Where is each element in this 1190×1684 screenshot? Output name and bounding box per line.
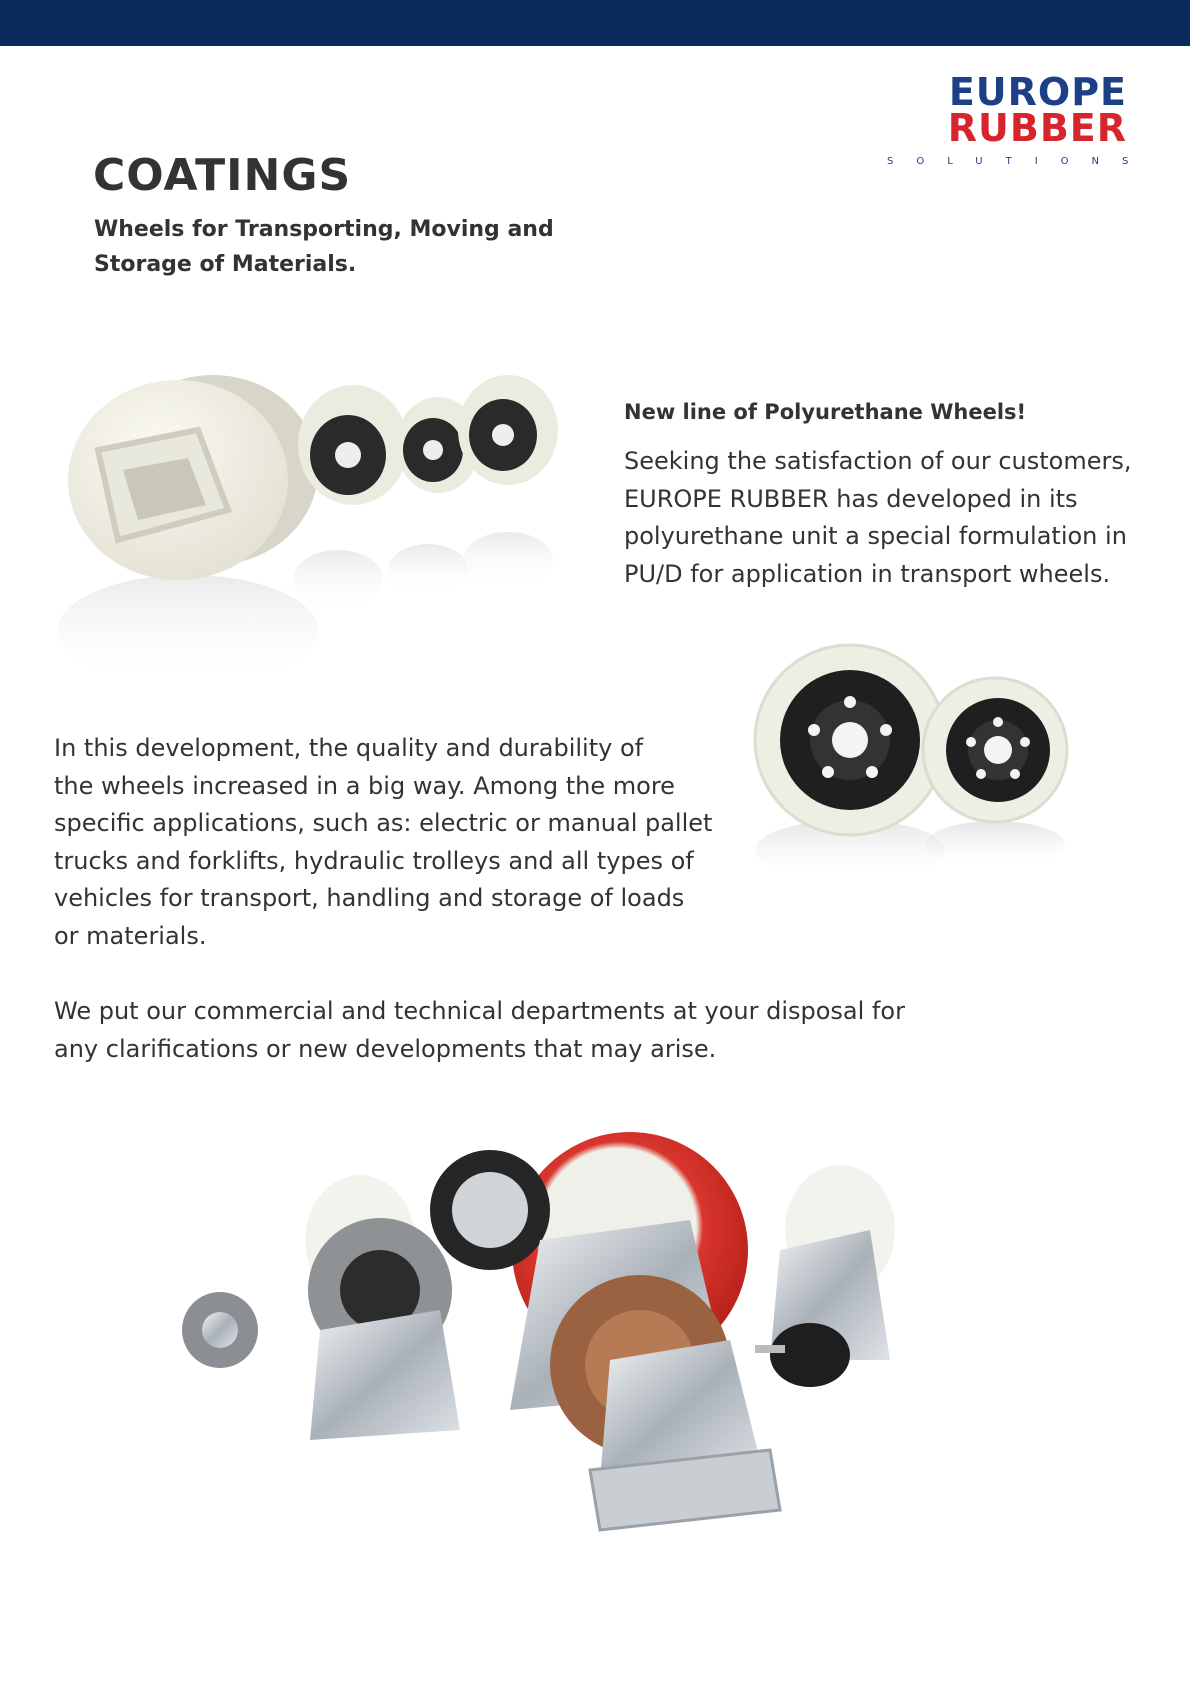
logo-line-europe: EUROPE: [948, 70, 1127, 114]
page-subtitle: Wheels for Transporting, Moving and Storage of Materials.: [94, 217, 554, 277]
intro-paragraph: Seeking the satisfaction of our customers, EUROPE RUBBER has developed in its polyurethane unit a special formulation in PU/D for application in transport wheels.: [624, 447, 1132, 588]
header-bar: [0, 0, 1190, 46]
pu-wheels-pair-image: [750, 640, 1080, 890]
casters-assortment-image: [170, 1130, 1030, 1610]
logo-line-rubber: RUBBER: [947, 106, 1127, 150]
section-heading: New line of Polyurethane Wheels!: [624, 400, 1027, 424]
contact-paragraph: We put our commercial and technical departments at your disposal for any clarifications or new developments that may arise.: [54, 997, 905, 1063]
polyurethane-wheels-image: [38, 370, 558, 690]
page-title: COATINGS: [93, 150, 352, 201]
applications-paragraph: In this development, the quality and durability of the wheels increased in a big way. Among the more specific applications, such as: electric or manual pallet trucks and forklifts, hydraulic trolleys and all types of vehicles for transport, handling and storage of loads or materials.: [54, 734, 713, 950]
logo-line-solutions: SOLUTIONS: [887, 156, 1152, 167]
company-logo: [887, 70, 1152, 172]
